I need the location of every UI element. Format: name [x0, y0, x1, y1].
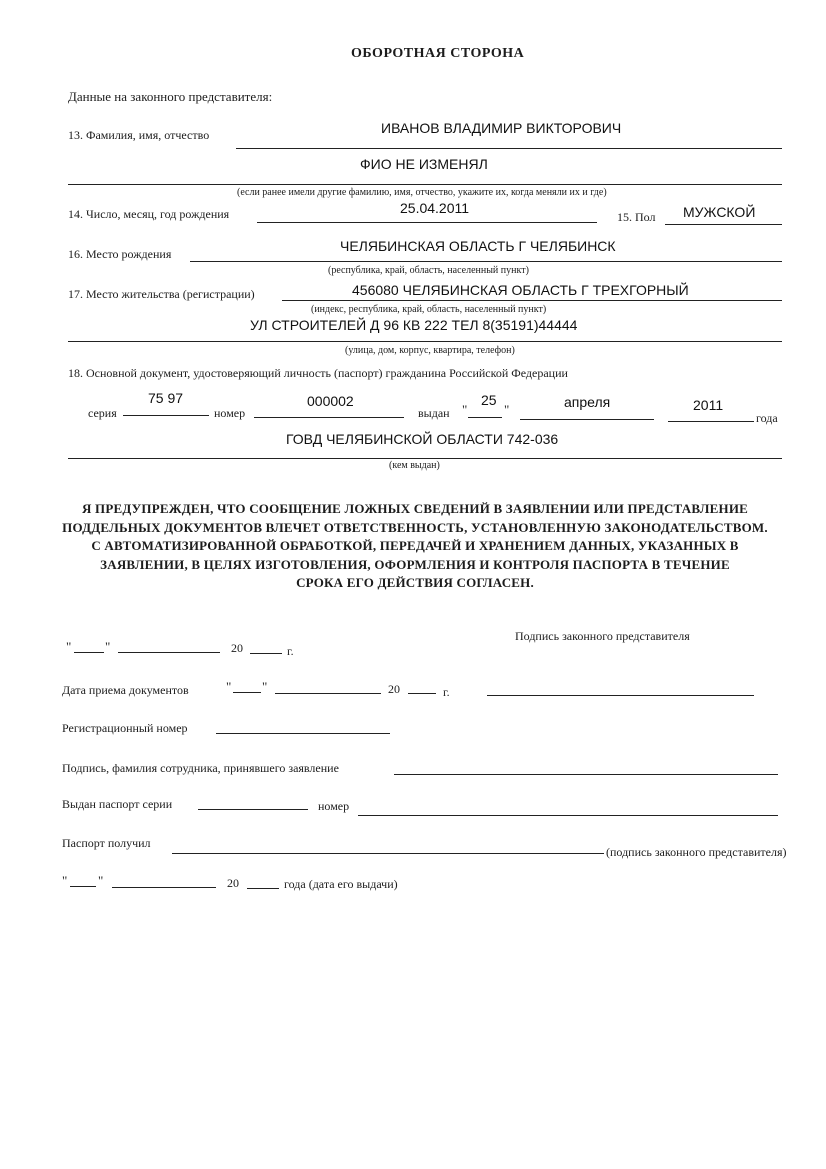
series-value[interactable]: 75 97	[148, 390, 184, 406]
field14-value[interactable]: 25.04.2011	[400, 200, 470, 216]
sig-day-line[interactable]	[74, 652, 104, 653]
issuer-line	[68, 458, 782, 459]
date-year-prefix: 20	[388, 682, 400, 696]
field17-line2	[68, 341, 782, 342]
received-hint: (подпись законного представителя)	[606, 845, 787, 859]
issue-suffix: года (дата его выдачи)	[284, 877, 398, 891]
field13-value[interactable]: ИВАНОВ ВЛАДИМИР ВИКТОРОВИЧ	[381, 120, 622, 136]
day-value[interactable]: 25	[481, 392, 497, 408]
field15-value[interactable]: МУЖСКОЙ	[683, 204, 756, 220]
warning-line-1: Я ПРЕДУПРЕЖДЕН, ЧТО СООБЩЕНИЕ ЛОЖНЫХ СВЕДЕНИЙ В ЗАЯВЛЕНИИ ИЛИ ПРЕДСТАВЛЕНИЕ	[81, 501, 748, 516]
page-title: ОБОРОТНАЯ СТОРОНА	[351, 46, 525, 61]
sig-month-line[interactable]	[118, 652, 220, 653]
month-value[interactable]: апреля	[564, 394, 611, 410]
warning-block	[50, 500, 780, 593]
field18-label: 18. Основной документ, удостоверяющий личность (паспорт) гражданина Российской Федерации	[68, 366, 568, 380]
series-line	[123, 415, 209, 416]
signature-line[interactable]	[487, 695, 754, 696]
passport-series-line[interactable]	[198, 809, 308, 810]
number-label: номер	[214, 406, 246, 420]
day-line	[468, 417, 502, 418]
field17-hint: (индекс, республика, край, область, населенный пункт)	[311, 304, 547, 315]
field13-value2[interactable]: ФИО НЕ ИЗМЕНЯЛ	[360, 156, 488, 172]
employee-label: Подпись, фамилия сотрудника, принявшего заявление	[62, 761, 339, 775]
passport-series-label: Выдан паспорт серии	[62, 797, 173, 811]
number-line	[254, 417, 404, 418]
passport-number-line[interactable]	[358, 815, 778, 816]
issue-day-line[interactable]	[70, 886, 96, 887]
field14-label: 14. Число, месяц, год рождения	[68, 207, 230, 221]
field17-label: 17. Место жительства (регистрации)	[68, 287, 255, 301]
issue-month-line[interactable]	[112, 887, 216, 888]
sig-year-suffix: г.	[287, 644, 294, 658]
section-header: Данные на законного представителя:	[68, 89, 273, 104]
sig-quote-open: "	[66, 639, 72, 654]
field16-hint: (республика, край, область, населенный пункт)	[328, 265, 529, 276]
field16-line	[190, 261, 782, 262]
year-line	[668, 421, 754, 422]
warning-line-3: С АВТОМАТИЗИРОВАННОЙ ОБРАБОТКОЙ, ПЕРЕДАЧЕЙ И ХРАНЕНИЕМ ДАННЫХ, УКАЗАННЫХ В	[91, 538, 739, 553]
field13-label: 13. Фамилия, имя, отчество	[68, 128, 210, 142]
field17-line	[282, 300, 782, 301]
field17-value[interactable]: 456080 ЧЕЛЯБИНСКАЯ ОБЛАСТЬ Г ТРЕХГОРНЫЙ	[352, 282, 689, 298]
issuer-value[interactable]: ГОВД ЧЕЛЯБИНСКОЙ ОБЛАСТИ 742-036	[286, 431, 559, 447]
date-day-line[interactable]	[233, 692, 261, 693]
date-year-suffix: г.	[443, 685, 450, 699]
reg-number-line[interactable]	[216, 733, 390, 734]
sig-year-prefix: 20	[231, 641, 243, 655]
number-value[interactable]: 000002	[307, 393, 354, 409]
field17-value2[interactable]: УЛ СТРОИТЕЛЕЙ Д 96 КВ 222 ТЕЛ 8(35191)44444	[250, 317, 578, 333]
year-value[interactable]: 2011	[693, 397, 724, 413]
employee-line[interactable]	[394, 774, 778, 775]
warning-line-2: ПОДДЕЛЬНЫХ ДОКУМЕНТОВ ВЛЕЧЕТ ОТВЕТСТВЕННОСТЬ, УСТАНОВЛЕННУЮ ЗАКОНОДАТЕЛЬСТВОМ.	[62, 519, 768, 535]
issue-year-line[interactable]	[247, 888, 279, 889]
date-received-label: Дата приема документов	[62, 683, 189, 697]
field17-hint2: (улица, дом, корпус, квартира, телефон)	[345, 345, 515, 356]
received-label: Паспорт получил	[62, 836, 151, 850]
passport-number-label: номер	[318, 799, 350, 813]
reg-number-label: Регистрационный номер	[62, 721, 188, 735]
series-label: серия	[88, 406, 117, 420]
date-month-line[interactable]	[275, 693, 381, 694]
field13-line	[236, 148, 782, 149]
field15-label: 15. Пол	[617, 210, 656, 224]
field15-line	[665, 224, 782, 225]
warning-line-4: ЗАЯВЛЕНИИ, В ЦЕЛЯХ ИЗГОТОВЛЕНИЯ, ОФОРМЛЕНИЯ И КОНТРОЛЯ ПАСПОРТА В ТЕЧЕНИЕ	[100, 556, 730, 572]
date-quote-close: "	[262, 679, 268, 694]
issue-quote-open: "	[62, 873, 68, 888]
date-quote-open: "	[226, 679, 232, 694]
field16-label: 16. Место рождения	[68, 247, 172, 261]
signature-label: Подпись законного представителя	[515, 629, 690, 643]
issuer-hint: (кем выдан)	[389, 460, 440, 471]
day-quote-open: "	[462, 402, 468, 417]
date-year-line[interactable]	[408, 693, 436, 694]
warning-line-5: СРОКА ЕГО ДЕЙСТВИЯ СОГЛАСЕН.	[296, 575, 534, 590]
received-line[interactable]	[172, 853, 604, 854]
field16-value[interactable]: ЧЕЛЯБИНСКАЯ ОБЛАСТЬ Г ЧЕЛЯБИНСК	[340, 238, 616, 254]
issue-quote-close: "	[98, 873, 104, 888]
month-line	[520, 419, 654, 420]
issued-label: выдан	[418, 406, 450, 420]
field13-hint: (если ранее имели другие фамилию, имя, отчество, укажите их, когда меняли их и где)	[237, 187, 607, 198]
day-quote-close: "	[504, 402, 510, 417]
field13-line2	[68, 184, 782, 185]
year-suffix: года	[756, 411, 778, 425]
field14-line	[257, 222, 597, 223]
issue-year-prefix: 20	[227, 876, 239, 890]
sig-quote-close: "	[105, 639, 111, 654]
sig-year-line[interactable]	[250, 653, 282, 654]
